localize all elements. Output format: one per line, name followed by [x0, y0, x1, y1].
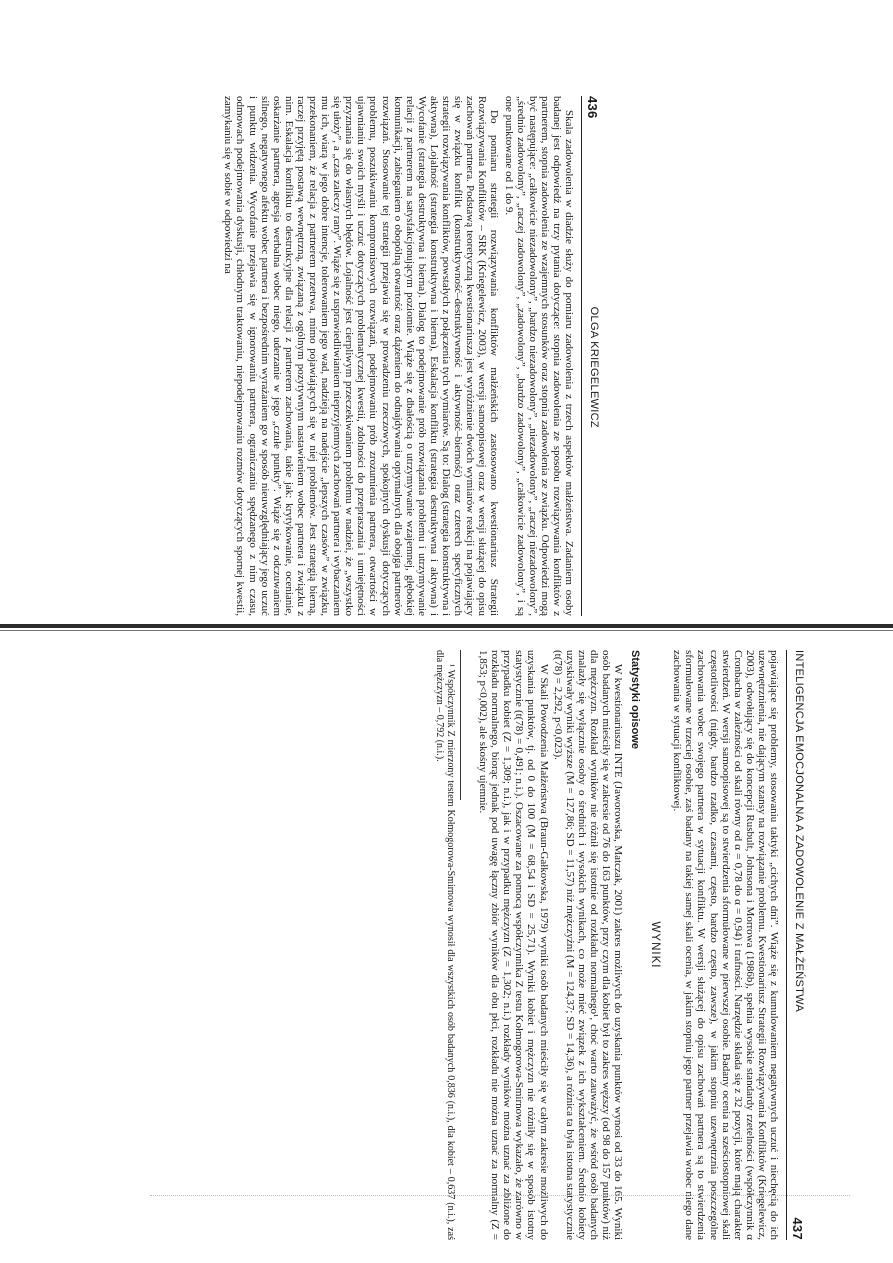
- running-head-title: INTELIGENCJA EMOCJONALNA A ZADOWOLENIE Z MAŁŻEŃSTWA: [793, 650, 805, 1013]
- subsection-title: Statystyki opisowe: [629, 650, 642, 750]
- scan-fold-line: [0, 624, 893, 628]
- scan-dotted-edge: [150, 1195, 850, 1196]
- page-436: [130, 96, 600, 616]
- running-head-author: OLGA KRIEGELEWICZ: [588, 306, 600, 428]
- page-number-437: 437: [790, 1217, 805, 1240]
- section-title-wyniki: WYNIKI: [649, 921, 662, 969]
- paragraph-srk: Do pomiaru strategii rozwiązywania konfliktów małżeńskich zastosowano kwestionariusz Strategii Rozwiązywania Konfliktów – SRK (Kriegelewicz, 2003), w wersji samoopisowej oraz w wersji służącej do opisu zachowań partnera. Podstawą teoretyczną kwestionariusza jest wyróżnienie dwóch wymiarów reakcji na pojawiający się w związku konflikt (konstruktywność–destruktywność i aktywność–bierność) oraz czterech specyficznych strategii rozwiązywania konfliktów, powstałych z połączenia tych wymiarów. Są to: Dialog (strategia konstruktywna i aktywna), Lojalność (strategia konstruktywna i bierna), Eskalacja konfliktu (strategia destruktywna i aktywna) i Wycofanie (strategia destruktywna i bierna). Dialog to podejmowanie prób rozwiązania problemu i utrzymywanie relacji z partnerem na satysfakcjonującym poziomie. Wiąże się z dbałością o utrzymywanie wzajemnej, głębokiej komunikacji, zabieganiem o obopólną otwartość oraz dążeniem do odnajdywania optymalnych dla obojga partnerów rozwiązań. Stosowanie tej strategii przejawia się w prowadzeniu rzeczowych, spokojnych dyskusji dotyczących problemu, poszukiwaniu kompromisowych rozwiązań, podejmowaniu prób zrozumienia partnera, otwartości w ujawnianiu swoich myśli i uczuć dotyczących problematycznej kwestii, zdolności do przepraszania i umiejętności przyznania się do własnych błędów. Lojalność jest cierpliwym przeczekiwaniem problemu w nadziei, że „wszystko się ułoży”, a „czas zaleczy rany”. Wiąże się z usprawiedliwianiem nieprzyjemnych zachowań partnera i wybaczaniem mu ich, wiarą w jego dobre intencje, tolerowaniem jego wad, nadzieją na nadejście „lepszych czasów” w związku, przekonaniem, że relacja z partnerem przetrwa, mimo pojawiających się w niej problemów. Jest strategią bierną, raczej przyjętą postawą wewnętrzną, związaną z ogólnym pozytywnym nastawieniem wobec partnera i związku z nim. Eskalacja konfliktu to destrukcyjne dla relacji z partnerem zachowania, takie jak: krytykowanie, ocenianie, oskarżanie partnera, agresja werbalna wobec niego, uderzanie w jego „czułe punkty”. Wiąże się z odczuwaniem silnego, negatywnego afektu wobec partnera i bezpośrednim wyrażaniem go w sposób nieuwzględniający jego uczuć i punktu widzenia. Wycofanie przejawia się w ignorowaniu partnera, ograniczaniu spędzanego z nim czasu, odmowach podejmowania dyskusji, chłodnym traktowaniu, niepodejmowaniu rozmów dotyczących spornej kwestii, zamykaniu się w sobie w odpowiedzi na: [222, 96, 501, 617]
- paragraph-spm-results: W Skali Powodzenia Małżeństwa (Braun-Gałkowska, 1979) wyniki osób badanych mieściły się w całym zakresie możliwych do uzyskania punktów, tj. od 0 do 100 (M = 68,54 i SD = 25,71). Wyniki kobiet i mężczyzn nie różniły się w sposób istotny statystycznie (t(78) = 0,491; n.i.). Oszacowane za pomocą współczynnika Z testu Kołmogorowa-Smirnowa wykazało, że zarówno w przypadku kobiet (Z = 1,309; n.i.), jak i w przypadku mężczyzn (Z = 1,302; n.i.) rozkłady wyników można uznać za zbliżone do rozkładu normalnego, biorąc jednak pod uwagę łączny zbiór wyników dla obu płci, rozkładu nie można uznać za normalny (Z = 1,853; p<0,002), ale skośny ujemnie.: [477, 650, 550, 1240]
- page-437: [110, 650, 805, 1240]
- page-number-436: 436: [585, 96, 600, 119]
- scan-fold-line-thin: [0, 630, 893, 631]
- footnote: ¹ Współczynnik Z mierzony testem Kołmogorowa-Smirnowa wynosił dla wszystkich osób badanych 0,836 (n.i.), dla kobiet – 0,637 (n.i.), zaś dla mężczyzn – 0,792 (n.i.).: [434, 650, 457, 1240]
- running-header-436: [581, 96, 600, 616]
- footnote-rule: [460, 650, 461, 800]
- paragraph-inte-results: W kwestionariuszu INTE (Jaworowska, Matczak, 2001) zakres możliwych do uzyskania punktów wynosi od 33 do 165. Wyniki osób badanych mieściły się w zakresie od 76 do 163 punktów, przy czym dla kobiet był to zakres węższy (od 98 do 157 punktów) niż dla mężczyzn. Rozkład wyników nie różnił się istotnie od rozkładu normalnego¹, choć warto zauważyć, że wśród osób badanych znalazły się wyłącznie osoby o średnich i wysokich wynikach, co może mieć związek z ich wykształceniem. Średnio kobiety uzyskiwały wyniki wyższe (M = 127,86; SD = 11,57) niż mężczyźni (M = 124,37; SD = 14,36), a różnica ta była istotna statystycznie (t(78) = 2,292, p<0,023).: [551, 650, 625, 1240]
- paragraph-continuation: pojawiające się problemy, stosowaniu taktyki „cichych dni”. Wiąże się z kumulowaniem negatywnych uczuć i niechęcią do ich uzewnętrznienia, nie dającym szansy na rozwiązanie problemu. Kwestionariusz Strategii Rozwiązywania Konfliktów (Kriegelewicz, 2003), odwołujący się do koncepcji Rusbult, Johnsona i Morrowa (1986b), spełnia wysokie standardy rzetelności (współczynnik α Cronbacha w zależności od skali równy od α = 0,78 do α = 0,94) i trafności. Narzędzie składa się z 32 pozycji, które mają charakter stwierdzeń. W wersji samoopisowej są to stwierdzenia sformułowane w pierwszej osobie. Badany ocenia na sześciostopniowej skali częstotliwości (nigdy, bardzo rzadko, czasami, często, bardzo często, zawsze), w jakim stopniu uzewnętrznia poszczególne zachowania wobec swojego partnera w sytuacji konfliktu. W wersji służącej do opisu zachowań partnera są to stwierdzenia sformułowane w trzeciej osobie, zaś badany na takiej samej skali ocenia, w jakim stopniu jego partner przejawia wobec niego dane zachowania w sytuacji konfliktowej.: [671, 650, 780, 1240]
- paragraph-scale: Skala zadowolenia w diadzie służy do pomiaru zadowolenia z trzech aspektów małżeństwa. Zadaniem osoby badanej jest odpowiedź na trzy pytania dotyczące: stopnia zadowolenia ze sposobu rozwiązywania konfliktów z partnerem, stopnia zadowolenia ze wzajemnych stosunków oraz stopnia zadowolenia ze związku. Odpowiedzi mogą być następujące: „całkowicie niezadowolony”, „bardzo niezadowolony”, „niezadowolony”, „raczej niezadowolony”, „średnio zadowolony”, „raczej zadowolony”, „zadowolony”, „bardzo zadowolony”, „całkowicie zadowolony”, i są one punktowane od 1 do 9.: [502, 96, 575, 616]
- running-header-437: [786, 650, 805, 1240]
